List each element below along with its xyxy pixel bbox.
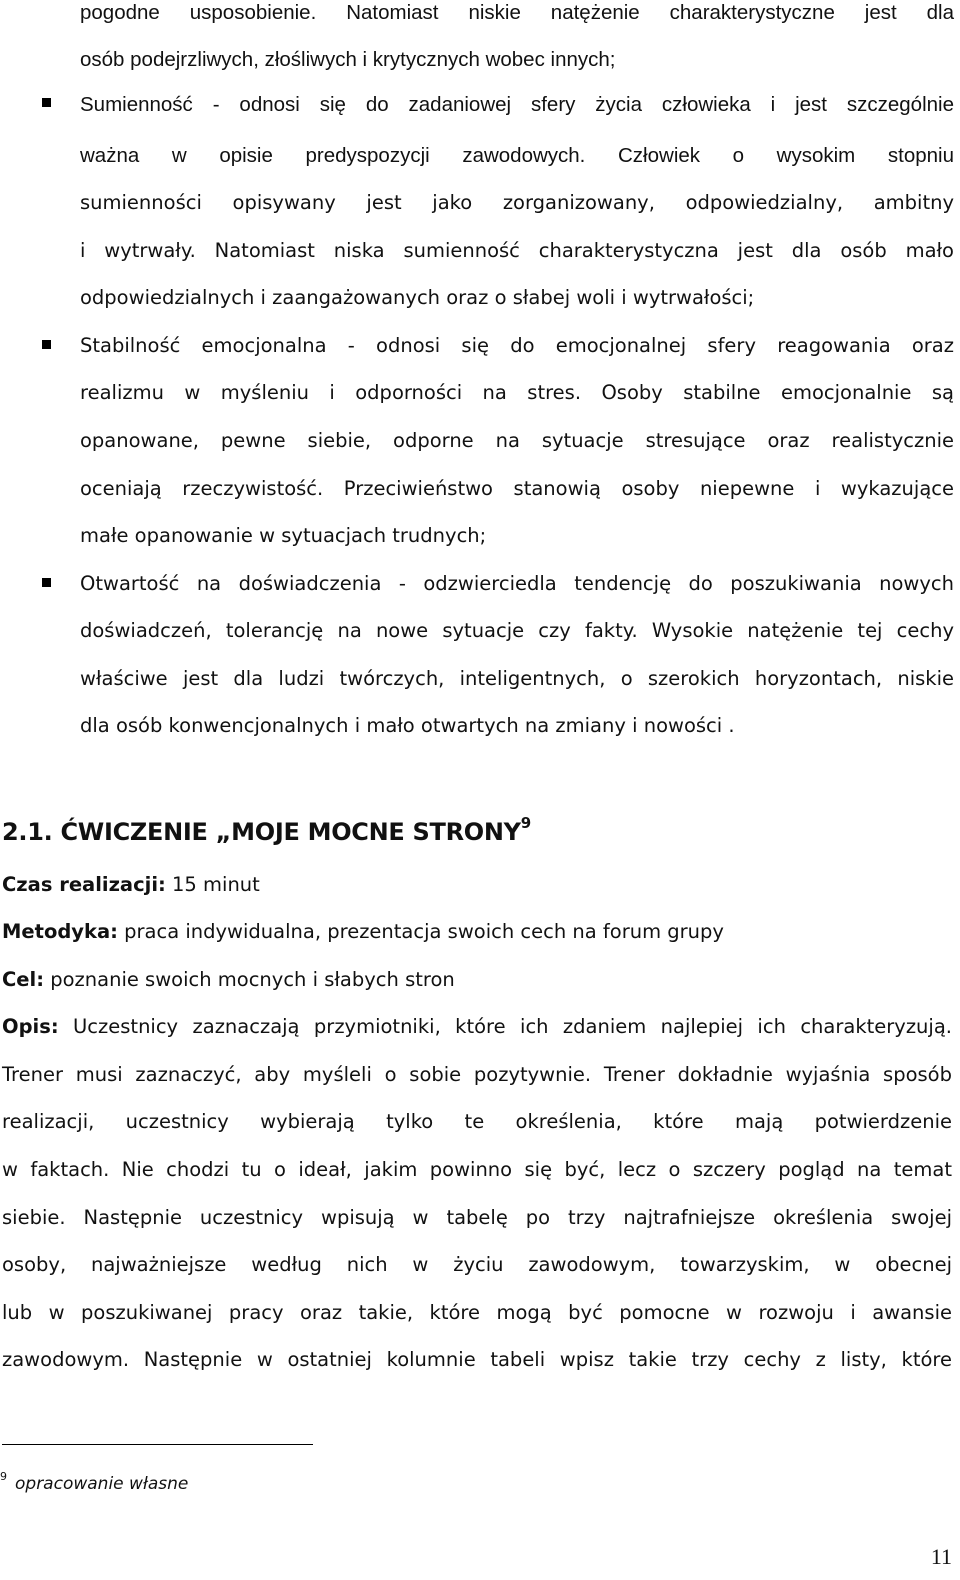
footnote-ref: 9 — [520, 814, 531, 832]
page-number: 11 — [930, 1544, 952, 1569]
field-value: praca indywidualna, prezentacja swoich cech na forum grupy — [117, 920, 724, 943]
field-label: Opis: — [2, 1015, 59, 1038]
text-line: odpowiedzialnych i zaangażowanych oraz o słabej woli i wytrwałości; — [80, 286, 755, 309]
text-line: realizmu w myśleniu i odporności na stres. Osoby stabilne emocjonalnie są — [80, 381, 954, 404]
section-heading — [2, 814, 531, 846]
footnote-separator — [2, 1444, 313, 1445]
text-line: właściwe jest dla ludzi twórczych, inteligentnych, o szerokich horyzontach, niskie — [80, 667, 954, 690]
text-line: Sumienność - odnosi się do zadaniowej sfery życia człowieka i jest szczególnie — [80, 93, 954, 116]
field-metodyka — [2, 917, 724, 947]
footnote-text: opracowanie własne — [15, 1474, 189, 1494]
field-label: Cel: — [2, 968, 45, 991]
bullet-icon — [42, 578, 51, 587]
text-line: pogodne usposobienie. Natomiast niskie natężenie charakterystyczne jest dla — [80, 1, 954, 24]
text-line: sumienności opisywany jest jako zorganizowany, odpowiedzialny, ambitny — [80, 191, 954, 214]
text-line: ważna w opisie predyspozycji zawodowych. Człowiek o wysokim stopniu — [80, 144, 954, 167]
field-value: 15 minut — [165, 873, 260, 896]
text-line: lub w poszukiwanej pracy oraz takie, które mogą być pomocne w rozwoju i awansie — [2, 1301, 952, 1324]
field-czas — [2, 870, 260, 900]
text-line: siebie. Następnie uczestnicy wpisują w tabelę po trzy najtrafniejsze określenia swojej — [2, 1206, 952, 1229]
text-line: Stabilność emocjonalna - odnosi się do emocjonalnej sfery reagowania oraz — [80, 334, 954, 357]
text-line: osób podejrzliwych, złośliwych i krytycznych wobec innych; — [80, 48, 616, 71]
field-label: Czas realizacji: — [2, 873, 166, 896]
field-cel — [2, 965, 455, 995]
field-value: Uczestnicy zaznaczają przymiotniki, które ich zdaniem najlepiej ich charakteryzują. — [58, 1015, 952, 1038]
bullet-icon — [42, 340, 51, 349]
text-line: realizacji, uczestnicy wybierają tylko te określenia, które mają potwierdzenie — [2, 1110, 952, 1133]
text-line: zawodowym. Następnie w ostatniej kolumnie tabeli wpisz takie trzy cechy z listy, które — [2, 1348, 952, 1371]
bullet-icon — [42, 98, 51, 107]
text-line: opanowane, pewne siebie, odporne na sytuacje stresujące oraz realistycznie — [80, 429, 954, 452]
field-value: poznanie swoich mocnych i słabych stron — [44, 968, 455, 991]
text-line: w faktach. Nie chodzi tu o ideał, jakim powinno się być, lecz o szczery pogląd na temat — [2, 1158, 952, 1181]
text-line: dla osób konwencjonalnych i mało otwartych na zmiany i nowości . — [80, 714, 735, 737]
footnote-number: 9 — [0, 1470, 7, 1483]
text-line: oceniają rzeczywistość. Przeciwieństwo stanowią osoby niepewne i wykazujące — [80, 477, 954, 500]
text-line: Trener musi zaznaczyć, aby myśleli o sobie pozytywnie. Trener dokładnie wyjaśnia sposób — [2, 1063, 952, 1086]
footnote — [0, 1470, 188, 1494]
text-line: Otwartość na doświadczenia - odzwierciedla tendencję do poszukiwania nowych — [80, 572, 954, 595]
heading-text: 2.1. ĆWICZENIE „MOJE MOCNE STRONY — [2, 818, 521, 846]
text-line: osoby, najważniejsze według nich w życiu zawodowym, towarzyskim, w obecnej — [2, 1253, 952, 1276]
field-label: Metodyka: — [2, 920, 118, 943]
field-opis — [2, 1012, 952, 1042]
text-line: i wytrwały. Natomiast niska sumienność charakterystyczna jest dla osób mało — [80, 239, 954, 262]
text-line: małe opanowanie w sytuacjach trudnych; — [80, 524, 487, 547]
text-line: doświadczeń, tolerancję na nowe sytuacje czy fakty. Wysokie natężenie tej cechy — [80, 619, 954, 642]
